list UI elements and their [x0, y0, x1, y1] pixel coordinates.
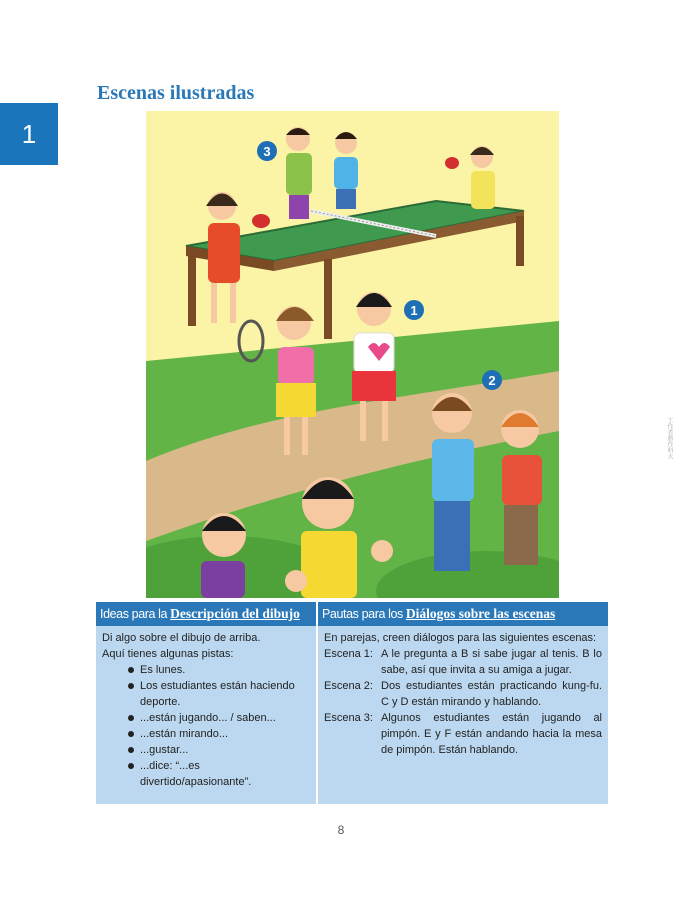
scene-item	[324, 646, 602, 678]
scene-label: Escena 2:	[324, 680, 373, 692]
section-title: Escenas ilustradas	[97, 82, 255, 104]
clue-list	[102, 662, 310, 790]
heading-bold: Diálogos sobre las escenas	[405, 606, 556, 621]
scene-marker-1	[404, 300, 424, 320]
heading-prefix: Ideas para la	[100, 607, 168, 621]
description-ideas-panel	[96, 602, 316, 804]
boy-with-glasses	[286, 127, 312, 219]
scene-illustration	[146, 111, 559, 598]
description-panel-heading	[96, 602, 316, 626]
dialogue-panel-heading	[318, 602, 608, 626]
scene-text: Algunos estudiantes están jugando al pimpón. E y F están andando hacia la mesa de pimpón. Están hablando.	[381, 712, 602, 756]
scene-item	[324, 710, 602, 758]
clue-item: ...están mirando...	[128, 726, 310, 742]
heading-prefix: Pautas para los	[322, 607, 403, 621]
svg-text:1: 1	[410, 303, 418, 318]
scene-text: A le pregunta a B si sabe jugar al tenis. B lo sabe, así que invita a su amiga a jugar.	[381, 648, 602, 676]
boy-blue-shirt	[432, 393, 474, 571]
svg-text:3: 3	[263, 144, 271, 159]
intro-line: Aquí tienes algunas pistas:	[102, 648, 234, 660]
clue-item: Es lunes.	[128, 662, 310, 678]
boy-red-shirt	[501, 410, 542, 565]
scene-label: Escena 3:	[324, 712, 373, 724]
intro-line: Di algo sobre el dibujo de arriba.	[102, 632, 261, 644]
heading-bold: Descripción del dibujo	[170, 606, 300, 621]
boy-spectator	[334, 132, 358, 209]
scene-item	[324, 678, 602, 710]
scene-marker-2	[482, 370, 502, 390]
dialogue-guidelines-panel	[318, 602, 608, 804]
page-number: 8	[337, 823, 345, 837]
clue-item: ...dice: “...es divertido/apasionante”.	[128, 758, 310, 790]
dialogue-intro: En parejas, creen diálogos para las siguientes escenas:	[324, 632, 597, 644]
chapter-tab: 1	[0, 103, 58, 165]
scene-marker-3	[257, 141, 277, 161]
clue-item: ...están jugando... / saben...	[128, 710, 310, 726]
side-note: 工作者勝作料大	[666, 417, 673, 459]
svg-text:2: 2	[488, 373, 496, 388]
clue-item: ...gustar...	[128, 742, 310, 758]
scene-text: Dos estudiantes están practicando kung-fu. C y D están mirando y hablando.	[381, 680, 602, 708]
scene-label: Escena 1:	[324, 648, 373, 660]
clue-item: Los estudiantes están haciendo deporte.	[128, 678, 310, 710]
